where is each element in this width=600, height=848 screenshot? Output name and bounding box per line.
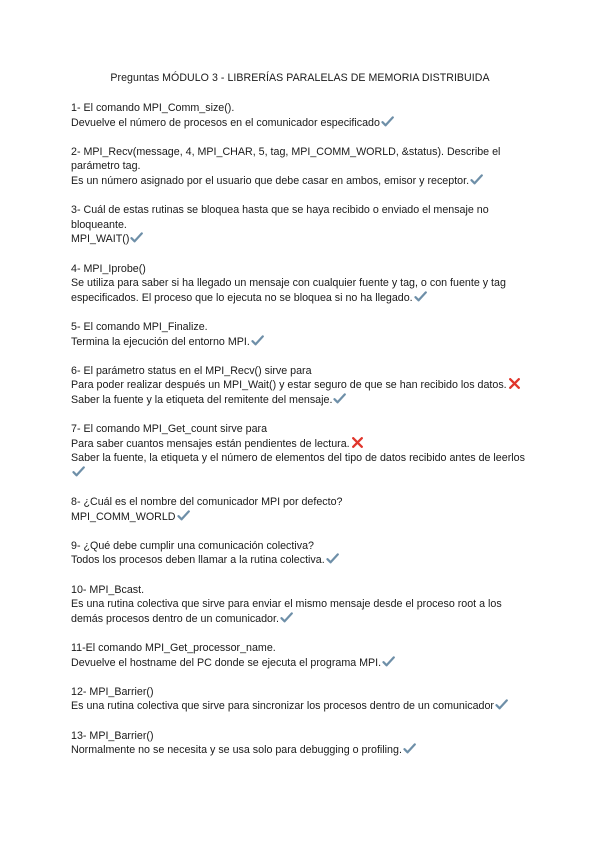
question-block [71,641,531,670]
check-mark-icon [470,174,483,185]
question-text: 12- MPI_Barrier() [71,685,154,698]
cross-mark-icon [351,437,364,448]
answer-line [71,174,531,189]
answer-text: Es una rutina colectiva que sirve para sincronizar los procesos dentro de un comunicador [71,700,494,713]
answer-line [71,656,531,671]
question-block [71,495,531,524]
answer-text: Termina la ejecución del entorno MPI. [71,335,250,348]
question-list [71,101,531,772]
answer-text: Para saber cuantos mensajes están pendientes de lectura. [71,437,350,450]
check-mark-icon [177,510,190,521]
answer-line [71,510,531,525]
answer-text: Devuelve el número de procesos en el comunicador especificado [71,116,380,129]
answer-line [71,335,531,350]
question-text: 10- MPI_Bcast. [71,583,145,596]
question-text: 4- MPI_Iprobe() [71,262,146,275]
question-text: 5- El comando MPI_Finalize. [71,320,208,333]
answer-line [71,743,531,758]
answer-line [71,553,531,568]
question-block [71,729,531,758]
document-title: Preguntas MÓDULO 3 - LIBRERÍAS PARALELAS DE MEMORIA DISTRIBUIDA [110,72,490,84]
question-text: 2- MPI_Recv(message, 4, MPI_CHAR, 5, tag, MPI_COMM_WORLD, &status). Describe el parámetro tag. [71,145,501,173]
question-block [71,685,531,714]
check-mark-icon [495,699,508,710]
question-text: 7- El comando MPI_Get_count sirve para [71,423,268,436]
question-block [71,320,531,349]
question-block [71,145,531,189]
answer-text: Devuelve el hostname del PC donde se ejecuta el programa MPI. [71,656,382,669]
question-text: 13- MPI_Barrier() [71,729,154,742]
answer-line [71,597,531,626]
answer-line [71,232,531,247]
question-text: 3- Cuál de estas rutinas se bloquea hasta que se haya recibido o enviado el mensaje no bloqueante. [71,204,489,231]
check-mark-icon [280,612,293,623]
answer-text: Se utiliza para saber si ha llegado un mensaje con cualquier fuente y tag, o con fuente y tag especificados. El proceso que lo ejecuta no se bloquea si no ha llegado. [71,277,506,304]
answer-line [71,451,531,480]
answer-text: Todos los procesos deben llamar a la rutina colectiva. [71,554,325,567]
check-mark-icon [382,656,395,667]
answer-line [71,437,531,452]
check-mark-icon [251,335,264,346]
question-text: 11-El comando MPI_Get_processor_name. [71,641,276,654]
answer-line [71,699,531,714]
check-mark-icon [130,232,143,243]
check-mark-icon [414,291,427,302]
answer-text: Es un número asignado por el usuario que debe casar en ambos, emisor y receptor. [71,174,470,187]
answer-text: MPI_WAIT() [71,233,130,246]
question-block [71,364,531,408]
answer-text: Saber la fuente, la etiqueta y el número de elementos del tipo de datos recibido antes de leerlos [71,452,525,465]
answer-text: Es una rutina colectiva que sirve para enviar el mismo mensaje desde el proceso root a los demás procesos dentro de un comunicador. [71,598,502,625]
question-block [71,422,531,480]
cross-mark-icon [508,378,521,389]
check-mark-icon [326,553,339,564]
question-block [71,583,531,627]
answer-line [71,378,531,393]
check-mark-icon [403,743,416,754]
question-text: 1- El comando MPI_Comm_size(). [71,102,235,114]
question-block [71,101,531,130]
question-block [71,203,531,247]
question-text: 9- ¿Qué debe cumplir una comunicación colectiva? [71,539,314,552]
check-mark-icon [72,466,85,477]
question-text: 8- ¿Cuál es el nombre del comunicador MPI por defecto? [71,496,343,509]
answer-line [71,276,531,305]
answer-line [71,393,531,408]
answer-text: Para poder realizar después un MPI_Wait() y estar seguro de que se han recibido los datos. [71,379,507,392]
answer-line [71,116,531,131]
answer-text: Normalmente no se necesita y se usa solo para debugging o profiling. [71,744,402,757]
check-mark-icon [333,393,346,404]
question-text: 6- El parámetro status en el MPI_Recv() sirve para [71,364,312,377]
answer-text: MPI_COMM_WORLD [71,510,176,523]
check-mark-icon [381,116,394,127]
answer-text: Saber la fuente y la etiqueta del remitente del mensaje. [71,393,333,406]
question-block [71,262,531,306]
question-block [71,539,531,568]
